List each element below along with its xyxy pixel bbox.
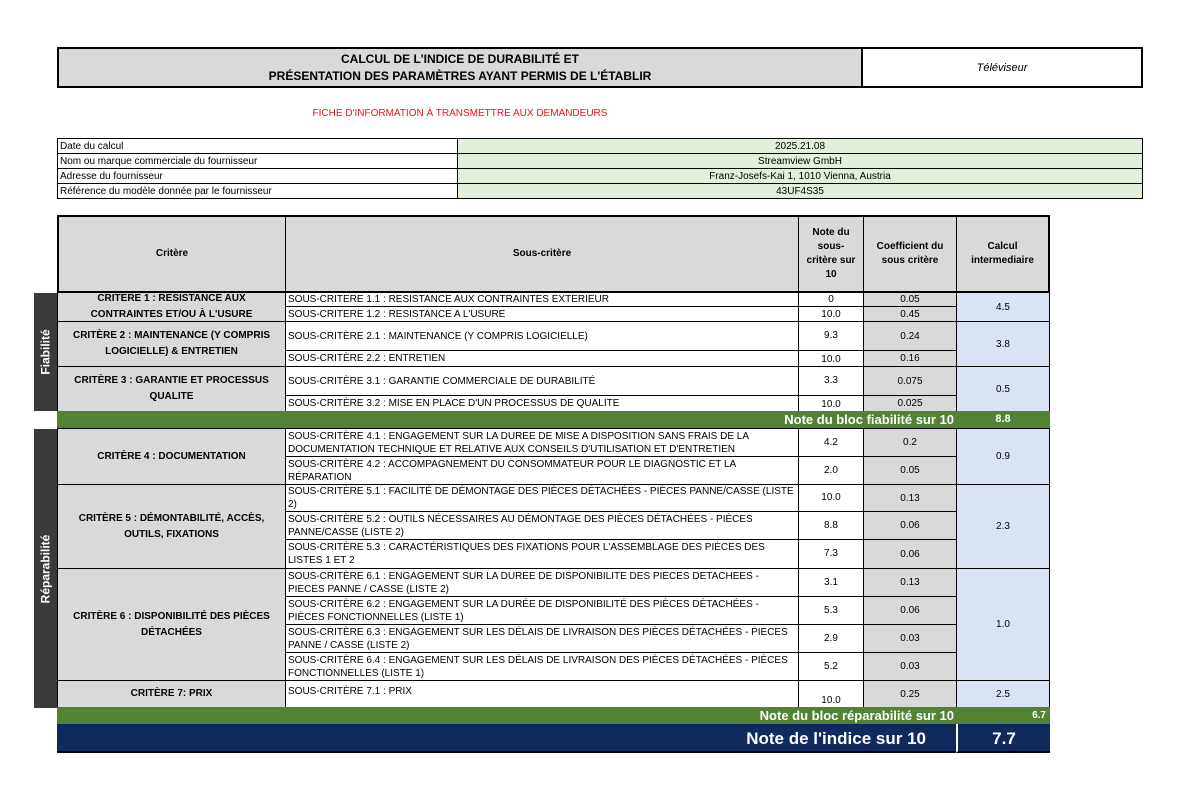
calc-critere-2: 3.8 <box>956 321 1050 367</box>
sous-critere-3-2: SOUS-CRITÈRE 3.2 : MISE EN PLACE D'UN PROCESSUS DE QUALITE <box>285 395 799 412</box>
sous-critere-5-1: SOUS-CRITÈRE 5.1 : FACILITÉ DE DÉMONTAGE DES PIÈCES DÉTACHÉES - PIÈCES PANNE/CASSE (LISTE 2) <box>285 484 799 512</box>
col-header-critere: Critère <box>57 215 286 293</box>
col-header-note: Note du sous-critère sur 10 <box>798 215 864 293</box>
sous-critere-1-1: SOUS-CRITERE 1.1 : RESISTANCE AUX CONTRAINTES EXTERIEUR <box>285 292 799 307</box>
side-text-reparabilite: Réparabilité <box>38 534 53 603</box>
critere-2: CRITÈRE 2 : MAINTENANCE (Y COMPRIS LOGICIELLE) & ENTRETIEN <box>57 321 286 367</box>
sous-critere-3-1: SOUS-CRITÈRE 3.1 : GARANTIE COMMERCIALE DE DURABILITÉ <box>285 366 799 396</box>
document-title <box>57 47 863 88</box>
sous-critere-4-2: SOUS-CRITÈRE 4.2 : ACCOMPAGNEMENT DU CONSOMMATEUR POUR LE DIAGNOSTIC ET LA RÉPARATION <box>285 456 799 485</box>
info-row <box>58 139 1143 154</box>
coef-6-2: 0.06 <box>863 596 957 625</box>
note-1-2: 10.0 <box>798 306 864 322</box>
coef-4-2: 0.05 <box>863 456 957 485</box>
product-type <box>863 47 1143 88</box>
coef-4-1: 0.2 <box>863 428 957 457</box>
info-label: Date du calcul <box>58 139 458 154</box>
indice-value: 7.7 <box>956 724 1050 753</box>
title-line-1: CALCUL DE L'INDICE DE DURABILITÉ ET <box>341 51 579 66</box>
info-value: Streamview GmbH <box>458 154 1143 169</box>
note-6-1: 3.1 <box>798 568 864 597</box>
sous-critere-6-4: SOUS-CRITÈRE 6.4 : ENGAGEMENT SUR LES DÉLAIS DE LIVRAISON DES PIÈCES DÉTACHÉES - PIÈCES FONCTIONNELLES (LISTE 1) <box>285 652 799 681</box>
note-4-2: 2.0 <box>798 456 864 485</box>
coef-5-1: 0.13 <box>863 484 957 512</box>
sous-critere-5-3: SOUS-CRITÈRE 5.3 : CARACTÉRISTIQUES DES FIXATIONS POUR L'ASSEMBLAGE DES PIÈCES DES LISTES 1 ET 2 <box>285 539 799 569</box>
note-1-1: 0 <box>798 292 864 307</box>
col-header-coef: Coefficient du sous critère <box>863 215 957 293</box>
critere-4: CRITÈRE 4 : DOCUMENTATION <box>57 428 286 485</box>
sous-critere-2-2: SOUS-CRITÈRE 2.2 : ENTRETIEN <box>285 350 799 367</box>
calc-critere-7: 2.5 <box>956 680 1050 708</box>
sous-critere-4-1: SOUS-CRITÈRE 4.1 : ENGAGEMENT SUR LA DUREE DE MISE A DISPOSITION SANS FRAIS DE LA DOCUMENTATION TECHNIQUE ET RELATIVE AUX CONSEILS D'UTILISATION ET D'ENTRETIEN <box>285 428 799 457</box>
info-row <box>58 169 1143 184</box>
bloc-reparabilite-value: 6.7 <box>956 707 1050 724</box>
note-4-1: 4.2 <box>798 428 864 457</box>
info-row <box>58 184 1143 199</box>
col-header-sous-critere: Sous-critère <box>285 215 799 293</box>
sous-critere-6-1: SOUS-CRITÈRE 6.1 : ENGAGEMENT SUR LA DUREE DE DISPONIBILITE DES PIECES DETACHEES - PIECES PANNE / CASSE (LISTE 2) <box>285 568 799 597</box>
note-3-2: 10.0 <box>798 395 864 412</box>
bloc-fiabilite-value: 8.8 <box>956 411 1050 428</box>
calc-critere-6: 1.0 <box>956 568 1050 681</box>
coef-6-3: 0.03 <box>863 624 957 653</box>
indice-label: Note de l'indice sur 10 <box>57 724 956 753</box>
coef-6-1: 0.13 <box>863 568 957 597</box>
info-row <box>58 154 1143 169</box>
calc-critere-5: 2.3 <box>956 484 1050 569</box>
sous-critere-5-2: SOUS-CRITÈRE 5.2 : OUTILS NÉCESSAIRES AU DÉMONTAGE DES PIÈCES DÉTACHÉES - PIÈCES PANNE/CASSE (LISTE 2) <box>285 511 799 540</box>
coef-6-4: 0.03 <box>863 652 957 681</box>
sous-critere-2-1: SOUS-CRITÈRE 2.1 : MAINTENANCE (Y COMPRIS LOGICIELLE) <box>285 321 799 351</box>
sous-critere-6-2: SOUS-CRITÈRE 6.2 : ENGAGEMENT SUR LA DURÉE DE DISPONIBILITÉ DES PIÈCES DÉTACHÉES - PIÈCES FONCTIONNELLES (LISTE 1) <box>285 596 799 625</box>
note-5-1: 10.0 <box>798 484 864 512</box>
coef-5-2: 0.06 <box>863 511 957 540</box>
note-5-3: 7.3 <box>798 539 864 569</box>
critere-7: CRITÈRE 7: PRIX <box>57 680 286 708</box>
side-text-fiabilite: Fiabilité <box>38 329 53 375</box>
bloc-fiabilite-label: Note du bloc fiabilité sur 10 <box>57 411 956 428</box>
note-7-1: 10.0 <box>798 680 864 708</box>
note-6-2: 5.3 <box>798 596 864 625</box>
note-2-1: 9.3 <box>798 321 864 351</box>
supplier-info-table <box>57 138 1143 199</box>
side-label-fiabilite <box>34 293 57 411</box>
critere-6: CRITÈRE 6 : DISPONIBILITÉ DES PIÈCES DÉTACHÉES <box>57 568 286 681</box>
fiche-notice: FICHE D'INFORMATION À TRANSMETTRE AUX DEMANDEURS <box>312 108 608 119</box>
title-line-2: PRÉSENTATION DES PARAMÈTRES AYANT PERMIS DE L'ÉTABLIR <box>268 68 652 83</box>
coef-5-3: 0.06 <box>863 539 957 569</box>
info-value: Franz-Josefs-Kai 1, 1010 Vienna, Austria <box>458 169 1143 184</box>
sous-critere-1-2: SOUS-CRITERE 1.2 : RESISTANCE A L'USURE <box>285 306 799 322</box>
coef-1-1: 0.05 <box>863 292 957 307</box>
coef-2-1: 0.24 <box>863 321 957 351</box>
info-label: Adresse du fournisseur <box>58 169 458 184</box>
critere-3: CRITÈRE 3 : GARANTIE ET PROCESSUS QUALITE <box>57 366 286 412</box>
calc-critere-4: 0.9 <box>956 428 1050 485</box>
coef-3-2: 0.025 <box>863 395 957 412</box>
info-value: 43UF4S35 <box>458 184 1143 199</box>
calc-critere-3: 0.5 <box>956 366 1050 412</box>
calc-critere-1: 4.5 <box>956 292 1050 322</box>
sous-critere-6-3: SOUS-CRITÈRE 6.3 : ENGAGEMENT SUR LES DÉLAIS DE LIVRAISON DES PIÈCES DÉTACHÉES - PIECES PANNE / CASSE (LISTE 2) <box>285 624 799 653</box>
critere-5: CRITÈRE 5 : DÉMONTABILITÉ, ACCÈS, OUTILS, FIXATIONS <box>57 484 286 569</box>
info-label: Référence du modèle donnée par le fournisseur <box>58 184 458 199</box>
note-2-2: 10.0 <box>798 350 864 367</box>
coef-1-2: 0.45 <box>863 306 957 322</box>
info-value: 2025.21.08 <box>458 139 1143 154</box>
critere-1: CRITERE 1 : RESISTANCE AUX CONTRAINTES ET/OU À L'USURE <box>57 292 286 322</box>
note-3-1: 3.3 <box>798 366 864 396</box>
bloc-reparabilite-label: Note du bloc réparabilité sur 10 <box>57 707 956 724</box>
note-6-4: 5.2 <box>798 652 864 681</box>
note-6-3: 2.9 <box>798 624 864 653</box>
product-label: Téléviseur <box>976 61 1028 74</box>
info-label: Nom ou marque commerciale du fournisseur <box>58 154 458 169</box>
coef-2-2: 0.16 <box>863 350 957 367</box>
note-5-2: 8.8 <box>798 511 864 540</box>
coef-7-1: 0.25 <box>863 680 957 708</box>
coef-3-1: 0.075 <box>863 366 957 396</box>
col-header-calc: Calcul intermediaire <box>956 215 1050 293</box>
side-label-reparabilite <box>34 429 57 708</box>
sous-critere-7-1: SOUS-CRITÈRE 7.1 : PRIX <box>285 680 799 708</box>
